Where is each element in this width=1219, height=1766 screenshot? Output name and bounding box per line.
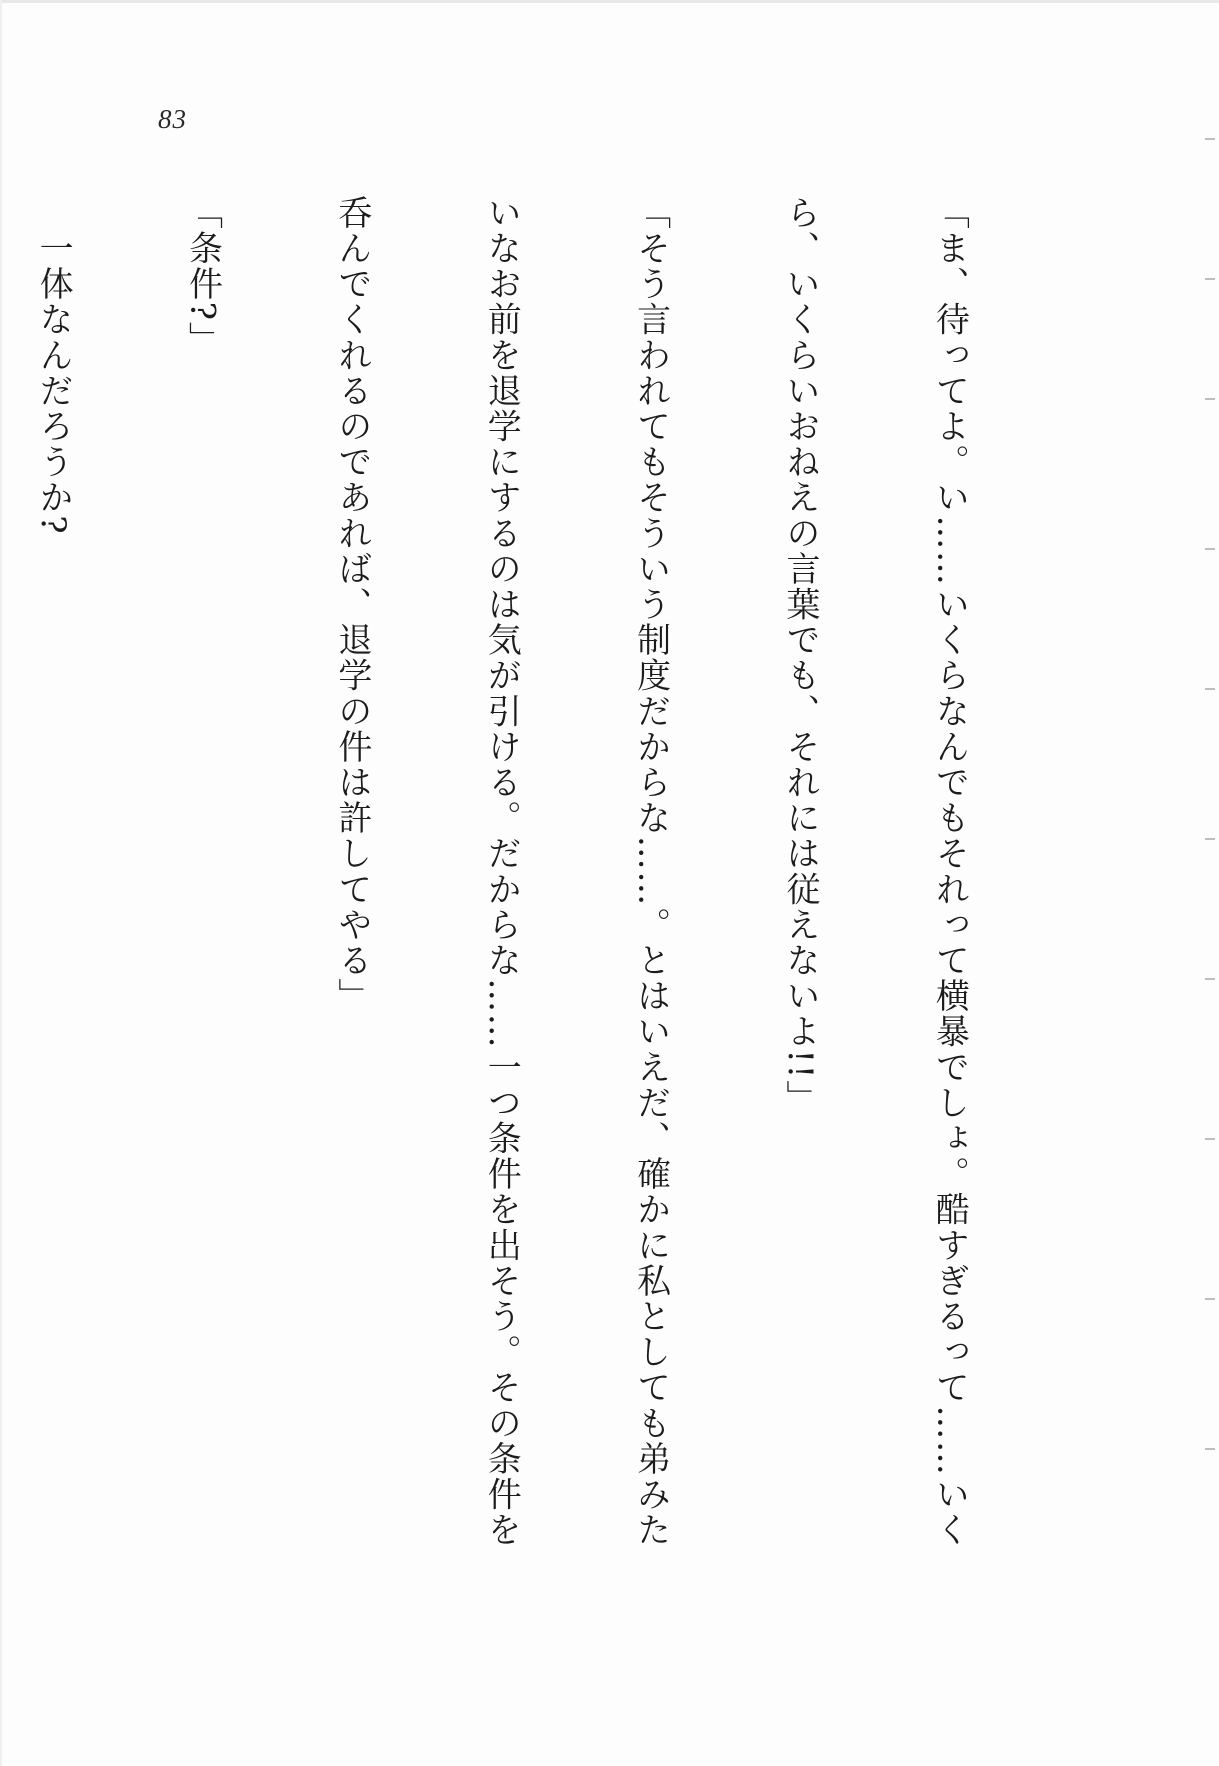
text-line: いなお前を退学にするのは気が引ける。だからな……一つ条件を出そう。その条件を [481,195,522,1548]
edge-mark [1205,838,1215,840]
vertical-text-body [0,195,1073,1635]
page-top-edge [0,0,1219,3]
text-line: 一体なんだろうか? [33,195,74,536]
text-line: 「ま、待ってよ。い……いくらなんでもそれって横暴でしょ。酷すぎるって……いく [929,195,970,1548]
edge-mark [1205,1298,1215,1300]
edge-mark [1205,688,1215,690]
edge-mark [1205,1138,1215,1140]
text-line: ら、いくらいおねえの言葉でも、それには従えないよ!!」 [780,195,821,1116]
edge-mark [1205,278,1215,280]
text-line: 「条件?」 [182,195,223,358]
edge-mark [1205,1448,1215,1450]
page-edge-marks [1195,0,1219,1766]
page-number: 83 [158,104,187,134]
edge-mark [1205,978,1215,980]
edge-mark [1205,398,1215,400]
text-line: 「そう言われてもそういう制度だからな……。とはいえだ、確かに私としても弟みた [630,195,671,1548]
edge-mark [1205,548,1215,550]
edge-mark [1205,138,1215,140]
text-line: 呑んでくれるのであれば、退学の件は許してやる」 [331,195,372,1014]
